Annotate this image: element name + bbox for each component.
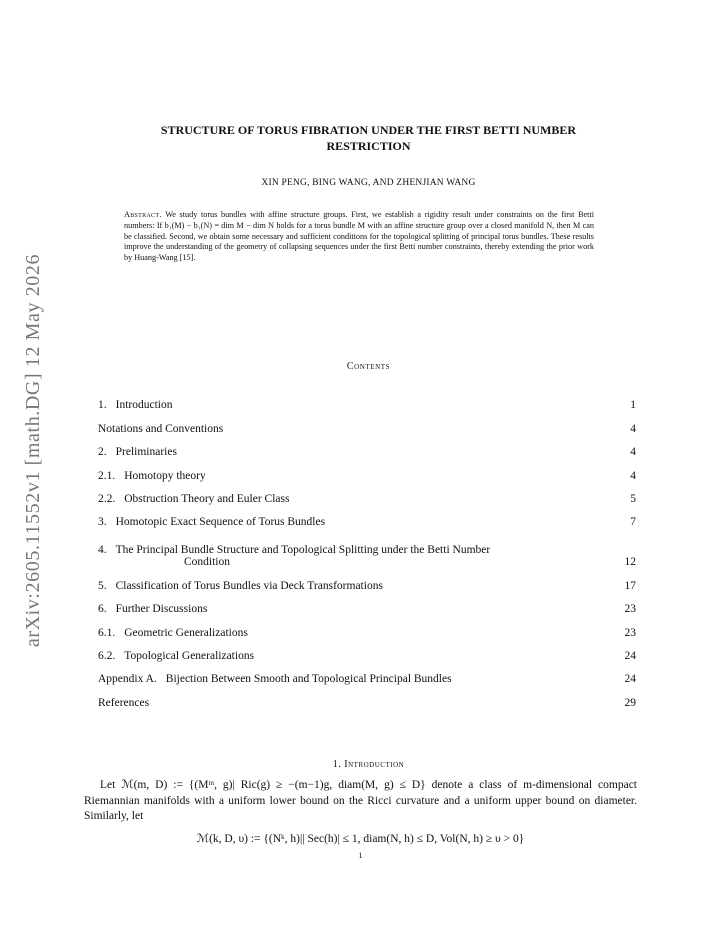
page-number: 1	[358, 851, 363, 860]
toc-entry-label: Obstruction Theory and Euler Class	[124, 492, 290, 505]
contents-heading: Contents	[346, 361, 391, 372]
toc-entry-topological-generalizations[interactable]	[98, 639, 636, 662]
toc-entry-homotopic-exact-sequence[interactable]	[98, 505, 636, 528]
arxiv-identifier-text: arXiv:2605.11552v1 [math.DG] 12 May 2026	[22, 253, 45, 647]
toc-entry-label: Introduction	[115, 399, 173, 412]
intro-text: Let ℳ(m, D) := {(Mᵐ, g)| Ric(g) ≥ −(m−1)g, diam(M, g) ≤ D} denote a class of m-dimensional compact Riemannian manifolds with a uniform lower bound on the Ricci curvature and a uniform upper bound on diameter. Similarly, let	[84, 779, 637, 822]
toc-entry-page: 29	[624, 696, 636, 709]
toc-entry-page: 23	[624, 626, 636, 639]
toc-entry-page: 4	[630, 446, 636, 459]
toc-entry-page: 4	[630, 469, 636, 482]
toc-entry-further-discussions[interactable]	[98, 592, 636, 615]
toc-entry-number: 4.	[98, 544, 107, 557]
toc-entry-page: 7	[630, 516, 636, 529]
toc-entry-preliminaries[interactable]	[98, 435, 636, 458]
toc-entry-principal-bundle-structure[interactable]	[98, 528, 636, 568]
toc-entry-number: 2.	[98, 446, 107, 459]
toc-entry-number: Appendix A.	[98, 673, 157, 686]
paper-title	[100, 122, 637, 154]
paper-title-line-1: STRUCTURE OF TORUS FIBRATION UNDER THE FIRST BETTI NUMBER	[160, 123, 577, 137]
toc-entry-number: 6.2.	[98, 649, 116, 662]
toc-entry-label: Bijection Between Smooth and Topological Principal Bundles	[165, 673, 452, 686]
abstract-label: Abstract.	[124, 210, 162, 219]
arxiv-identifier	[18, 240, 50, 660]
table-of-contents	[98, 388, 636, 709]
toc-entry-number: 2.1.	[98, 469, 116, 482]
toc-entry-page: 24	[624, 673, 636, 686]
toc-entry-page: 17	[624, 579, 636, 592]
toc-entry-page: 24	[624, 649, 636, 662]
abstract	[124, 210, 594, 264]
toc-entry-page: 5	[630, 492, 636, 505]
toc-entry-geometric-generalizations[interactable]	[98, 615, 636, 638]
toc-entry-label: Notations and Conventions	[98, 422, 224, 435]
toc-entry-page: 12	[624, 556, 636, 569]
toc-entry-obstruction-theory[interactable]	[98, 482, 636, 505]
toc-entry-label: The Principal Bundle Structure and Topological Splitting under the Betti Number	[115, 544, 491, 557]
toc-entry-label: References	[98, 696, 150, 709]
toc-entry-introduction[interactable]	[98, 388, 636, 411]
paper-title-line-2: RESTRICTION	[326, 139, 411, 153]
intro-paragraph	[84, 778, 637, 825]
abstract-text: We study torus bundles with affine structure groups. First, we establish a rigidity result under constraints on the first Betti numbers: If b₁(M) − b₁(N) = dim M − dim N holds for a torus bundle M with an affine structure group over a closed manifold N, then M can be classified. Second, we obtain some necessary and sufficient conditions for the topological splitting of principal torus bundles. These results improve the understanding of the geometry of collapsing sequences under the first Betti number constraints, thereby extending the prior work by Huang-Wang [15].	[124, 210, 594, 263]
toc-entry-number: 1.	[98, 399, 107, 412]
toc-entry-homotopy-theory[interactable]	[98, 458, 636, 481]
toc-entry-number: 6.1.	[98, 626, 116, 639]
toc-entry-label: Classification of Torus Bundles via Deck Transformations	[115, 579, 383, 592]
toc-entry-page: 1	[630, 399, 636, 412]
toc-entry-label-continued: Condition	[184, 556, 231, 569]
toc-entry-label: Homotopic Exact Sequence of Torus Bundles	[115, 516, 326, 529]
toc-entry-number: 6.	[98, 603, 107, 616]
toc-entry-page: 23	[624, 603, 636, 616]
toc-entry-number: 3.	[98, 516, 107, 529]
toc-entry-notations[interactable]	[98, 411, 636, 434]
toc-entry-references[interactable]	[98, 685, 636, 708]
toc-entry-appendix-a[interactable]	[98, 662, 636, 685]
toc-entry-label: Further Discussions	[115, 603, 208, 616]
toc-entry-label: Geometric Generalizations	[124, 626, 248, 639]
authors: XIN PENG, BING WANG, AND ZHENJIAN WANG	[261, 178, 476, 188]
toc-entry-label: Preliminaries	[115, 446, 177, 459]
toc-entry-classification-torus-bundles[interactable]	[98, 568, 636, 591]
section-number: 1.	[332, 759, 342, 770]
toc-entry-number: 5.	[98, 579, 107, 592]
toc-entry-page: 4	[630, 422, 636, 435]
section-title: Introduction	[344, 759, 405, 770]
toc-entry-number: 2.2.	[98, 492, 116, 505]
display-formula: ℳ(k, D, υ) := {(Nᵏ, h)|| Sec(h)| ≤ 1, diam(N, h) ≤ D, Vol(N, h) ≥ υ > 0}	[196, 833, 525, 845]
section-heading	[100, 759, 637, 770]
toc-entry-label: Homotopy theory	[124, 469, 206, 482]
toc-entry-label: Topological Generalizations	[124, 649, 255, 662]
